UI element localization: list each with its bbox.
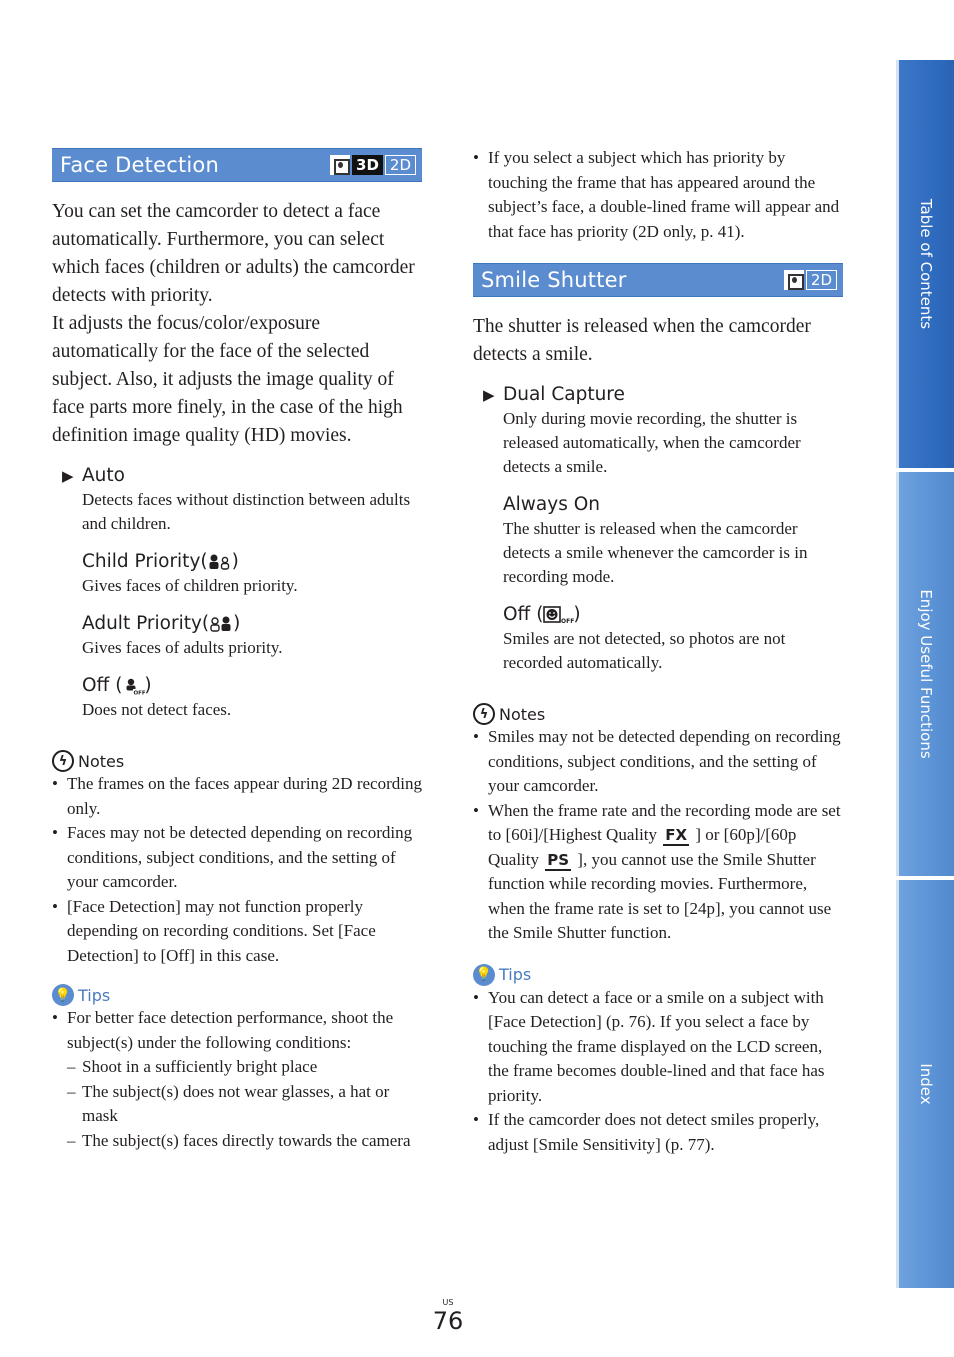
selected-arrow-icon: ▶ [62,467,74,485]
option-adult-priority: Adult Priority( ) [82,613,241,634]
face-icon [784,270,804,290]
ps-badge-icon: PS [547,850,570,869]
face-off-icon [122,677,147,697]
selected-arrow-icon: ▶ [483,386,495,404]
notes-icon: ϟ [473,703,495,725]
mode-icons [784,270,837,290]
conditions-list [67,1055,422,1153]
face-detection-continued-list [473,146,843,244]
list-item: • Smiles may not be detected depending on recording conditions, subject conditions, and the setting of your camcorder. [473,725,843,799]
2d-mode-icon: 2D [385,155,416,175]
list-item: – The subject(s) does not wear glasses, a hat or mask [67,1080,422,1129]
svg-text:OFF: OFF [561,618,575,625]
tab-label: Enjoy Useful Functions [917,589,935,759]
notes-list [473,725,843,946]
section-title: Smile Shutter [481,268,627,292]
tab-index[interactable] [896,880,954,1288]
list-item: – The subject(s) faces directly towards the camera [67,1129,422,1154]
tab-enjoy-useful-functions[interactable] [896,472,954,876]
list-item: • You can detect a face or a smile on a subject with [Face Detection] (p. 76). If you select a face by touching the frame displayed on the LCD screen, the frame becomes double-lined and that face has priority. [473,986,843,1109]
tips-list [52,1006,422,1153]
option-child-priority: Child Priority( ) [82,551,239,572]
notes-heading: ϟ Notes [52,750,422,772]
list-item: • For better face detection performance, shoot the subject(s) under the following conditions: – Shoot in a sufficiently bright place – The subject(s) does not wear glasses, a hat or mask – The subject(s) faces directly towards the camera [52,1006,422,1153]
intro-text: The shutter is released when the camcorder detects a smile. [473,316,811,365]
3d-mode-icon: 3D [352,155,383,175]
option-desc: Only during movie recording, the shutter is released automatically, when the camcorder detects a smile. [503,409,801,476]
lightbulb-icon: 💡 [52,984,74,1006]
notes-icon: ϟ [52,750,74,772]
right-column [473,146,843,1157]
tips-heading: 💡 Tips [52,984,422,1006]
list-item: • When the frame rate and the recording mode are set to [60i]/[Highest Quality FX ] or [60p]/[60p Quality PS ], you cannot use the Smile Shutter function while recording movies. Furthermore, when the frame rate is set to [24p], you cannot use the Smile Shutter function. [473,799,843,946]
svg-text:OFF: OFF [133,690,147,697]
option-desc: Gives faces of children priority. [82,576,298,595]
tips-heading: 💡 Tips [473,964,843,986]
option-off: Off ( OFF ) [503,604,581,625]
adult-priority-icon [209,615,233,633]
option-off: Off ( OFF ) [82,675,152,697]
option-desc: Detects faces without distinction between adults and children. [82,490,411,533]
list-item: – Shoot in a sufficiently bright place [67,1055,422,1080]
notes-list [52,772,422,968]
list-item: • The frames on the faces appear during 2D recording only. [52,772,422,821]
intro-text: You can set the camcorder to detect a face automatically. Furthermore, you can select which faces (children or adults) the camcorder detects with priority. [52,201,415,306]
notes-heading: ϟ Notes [473,703,843,725]
fx-badge-icon: FX [665,826,688,844]
face-detection-section [52,148,422,1153]
tips-list [473,986,843,1158]
smile-shutter-options [483,383,843,675]
list-item: • Faces may not be detected depending on recording conditions, subject conditions, and the setting of your camcorder. [52,821,422,895]
intro-text-2: It adjusts the focus/color/exposure automatically for the face of the selected subject. Also, it adjusts the image quality of face parts more finely, in the case of the high definition image quality (HD) movies. [52,313,403,446]
page-number-value: 76 [432,1307,464,1335]
face-detection-header [52,148,422,182]
option-desc: Does not detect faces. [82,700,232,719]
tab-label: Index [917,1063,935,1105]
option-dual-capture: ▶ Dual Capture [483,384,625,405]
section-title: Face Detection [60,153,219,177]
region-code: US [442,1298,454,1307]
smile-shutter-header [473,263,843,297]
child-priority-icon [208,553,232,571]
list-item: • [Face Detection] may not function properly depending on recording conditions. Set [Face Detection] to [Off] in this case. [52,895,422,969]
2d-mode-icon: 2D [806,270,837,290]
list-item: • If the camcorder does not detect smiles properly, adjust [Smile Sensitivity] (p. 77). [473,1108,843,1157]
tab-label: Table of Contents [917,198,935,330]
option-auto: ▶ Auto [62,465,125,486]
mode-icons [330,155,416,175]
option-desc: Smiles are not detected, so photos are not recorded automatically. [503,629,786,672]
tab-table-of-contents[interactable] [896,60,954,468]
page-number [428,1298,468,1334]
list-item: • If you select a subject which has priority by touching the frame that has appeared around the subject’s face, a double-lined frame will appear and that face has priority (2D only, p. 41). [473,146,843,244]
option-always-on: Always On [503,494,601,515]
lightbulb-icon: 💡 [473,964,495,986]
face-icon [330,155,350,175]
smile-off-icon [543,606,573,624]
option-desc: Gives faces of adults priority. [82,638,283,657]
face-detection-options [62,464,422,722]
option-desc: The shutter is released when the camcorder detects a smile whenever the camcorder is in recording mode. [503,519,808,586]
